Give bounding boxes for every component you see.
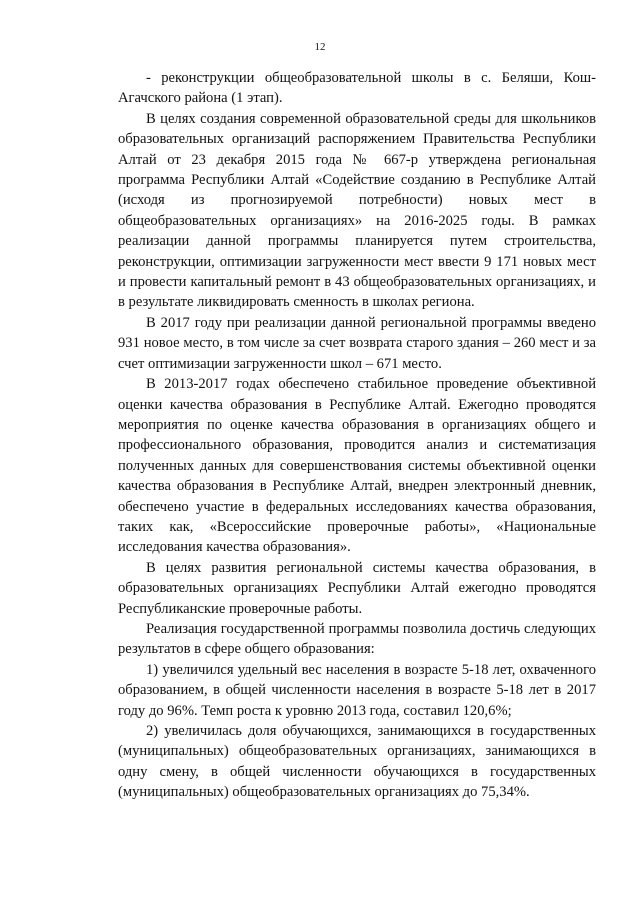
paragraph-regional-tests: В целях развития региональной системы качества образования, в образовательных организациях Республики Алтай ежегодно проводятся Республиканские проверочные работы. — [118, 559, 596, 617]
paragraph-result-1: 1) увеличился удельный вес населения в возрасте 5-18 лет, охваченного образованием, в общей численности населения в возрасте 5-18 лет в 2017 году до 96%. Темп роста к уровню 2013 года, составил 120,6%; — [118, 661, 596, 719]
paragraph-regional-program: В целях создания современной образовательной среды для школьников образовательных организаций распоряжением Правительства Республики Алтай от 23 декабря 2015 года № 667-р утверждена региональная программа Республики Алтай «Содействие созданию в Республике Алтай (исходя из прогнозируемой потребности) новых мест в общеобразовательных организациях» на 2016-2025 годы. В рамках реализации данной программы планируется путем строительства, реконструкции, оптимизации загруженности мест ввести 9 171 новых мест и провести капитальный ремонт в 43 общеобразовательных организациях, и в результате ликвидировать сменность в школах региона. — [118, 110, 596, 311]
paragraph-result-2: 2) увеличилась доля обучающихся, занимающихся в государственных (муниципальных) общеобразовательных организациях, занимающихся в одну смену, в общей численности обучающихся в государственных (муниципальных) общеобразовательных организациях до 75,34%. — [118, 723, 596, 801]
paragraph-reconstruction-item: - реконструкции общеобразовательной школы в с. Беляши, Кош-Агачского района (1 этап). — [118, 70, 596, 107]
paragraph-results-intro: Реализация государственной программы позволила достичь следующих результатов в сфере общего образования: — [118, 620, 596, 658]
paragraph-new-places-2017: В 2017 году при реализации данной региональной программы введено 931 новое место, в том числе за счет возврата старого здания – 260 мест и за счет оптимизации загруженности школ – 671 место. — [118, 314, 596, 372]
document-body — [118, 68, 596, 803]
paragraph-quality-assessment: В 2013-2017 годах обеспечено стабильное проведение объективной оценки качества образования в Республике Алтай. Ежегодно проводятся мероприятия по оценке качества образования в организациях общего и профессионального образования, проводится анализ и систематизация полученных данных для совершенствования системы объективной оценки качества образования в Республике Алтай, внедрен электронный дневник, обеспечено участие в федеральных исследованиях качества образования, таких как, «Всероссийские проверочные работы», «Национальные исследования качества образования». — [118, 376, 596, 556]
page-number: 12 — [314, 41, 326, 53]
